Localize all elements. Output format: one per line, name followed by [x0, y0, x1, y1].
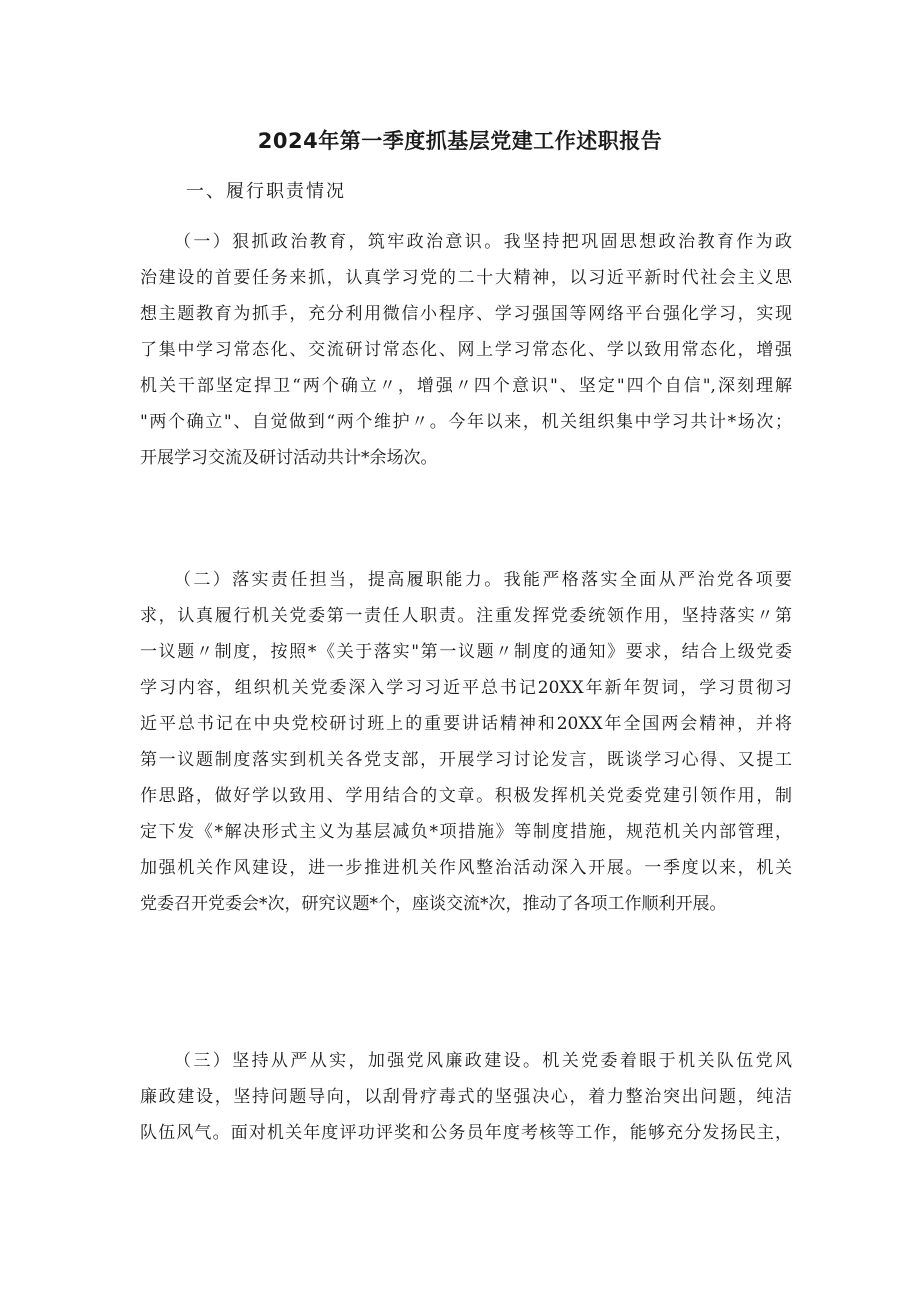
- paragraph-line: 机关干部坚定捍卫“两个确立〃，增强〃四个意识"、坚定"四个自信",深刻理解: [140, 376, 792, 396]
- paragraph-line: 党委召开党委会*次，研究议题*个，座谈交流*次，推动了各项工作顺利开展。: [140, 894, 727, 914]
- paragraph-responsibility: [140, 562, 792, 922]
- paragraph-line: 治建设的首要任务来抓，认真学习党的二十大精神，以习近平新时代社会主义思: [140, 268, 792, 288]
- paragraph-line: 了集中学习常态化、交流研讨常态化、网上学习常态化、学以致用常态化，增强: [140, 340, 792, 360]
- paragraph-line: 队伍风气。面对机关年度评功评奖和公务员年度考核等工作，能够充分发扬民主，: [140, 1123, 792, 1143]
- section-heading: 一、履行职责情况: [186, 181, 346, 202]
- paragraph-line: （二）落实责任担当，提高履职能力。我能严格落实全面从严治党各项要: [174, 570, 792, 590]
- paragraph-line: 开展学习交流及研讨活动共计*余场次。: [140, 448, 438, 468]
- paragraph-integrity: [140, 1043, 792, 1151]
- paragraph-line: 第一议题制度落实到机关各党支部，开展学习讨论发言，既谈学习心得、又提工: [140, 750, 792, 770]
- paragraph-line: 想主题教育为抓手，充分利用微信小程序、学习强国等网络平台强化学习，实现: [140, 304, 792, 324]
- paragraph-line: 一议题〃制度，按照*《关于落实"第一议题〃制度的通知》要求，结合上级党委: [140, 642, 792, 662]
- paragraph-line: 求，认真履行机关党委第一责任人职责。注重发挥党委统领作用，坚持落实〃第: [140, 606, 792, 626]
- paragraph-line: 加强机关作风建设，进一步推进机关作风整治活动深入开展。一季度以来，机关: [140, 858, 792, 878]
- document-title: 2024年第一季度抓基层党建工作述职报告: [257, 129, 663, 153]
- paragraph-line: "两个确立"、自觉做到“两个维护〃。今年以来，机关组织集中学习共计*场次；: [140, 412, 792, 432]
- paragraph-line: 近平总书记在中央党校研讨班上的重要讲话精神和20XX年全国两会精神，并将: [140, 714, 792, 734]
- paragraph-political-education: [140, 224, 792, 476]
- paragraph-line: （一）狠抓政治教育，筑牢政治意识。我坚持把巩固思想政治教育作为政: [174, 232, 792, 252]
- paragraph-line: 学习内容，组织机关党委深入学习习近平总书记20XX年新年贺词，学习贯彻习: [140, 678, 792, 698]
- paragraph-line: （三）坚持从严从实，加强党风廉政建设。机关党委着眼于机关队伍党风: [174, 1051, 792, 1071]
- paragraph-line: 作思路，做好学以致用、学用结合的文章。积极发挥机关党委党建引领作用，制: [140, 786, 792, 806]
- paragraph-line: 廉政建设，坚持问题导向，以刮骨疗毒式的坚强决心，着力整治突出问题，纯洁: [140, 1087, 792, 1107]
- paragraph-line: 定下发《*解决形式主义为基层减负*项措施》等制度措施，规范机关内部管理，: [140, 822, 792, 842]
